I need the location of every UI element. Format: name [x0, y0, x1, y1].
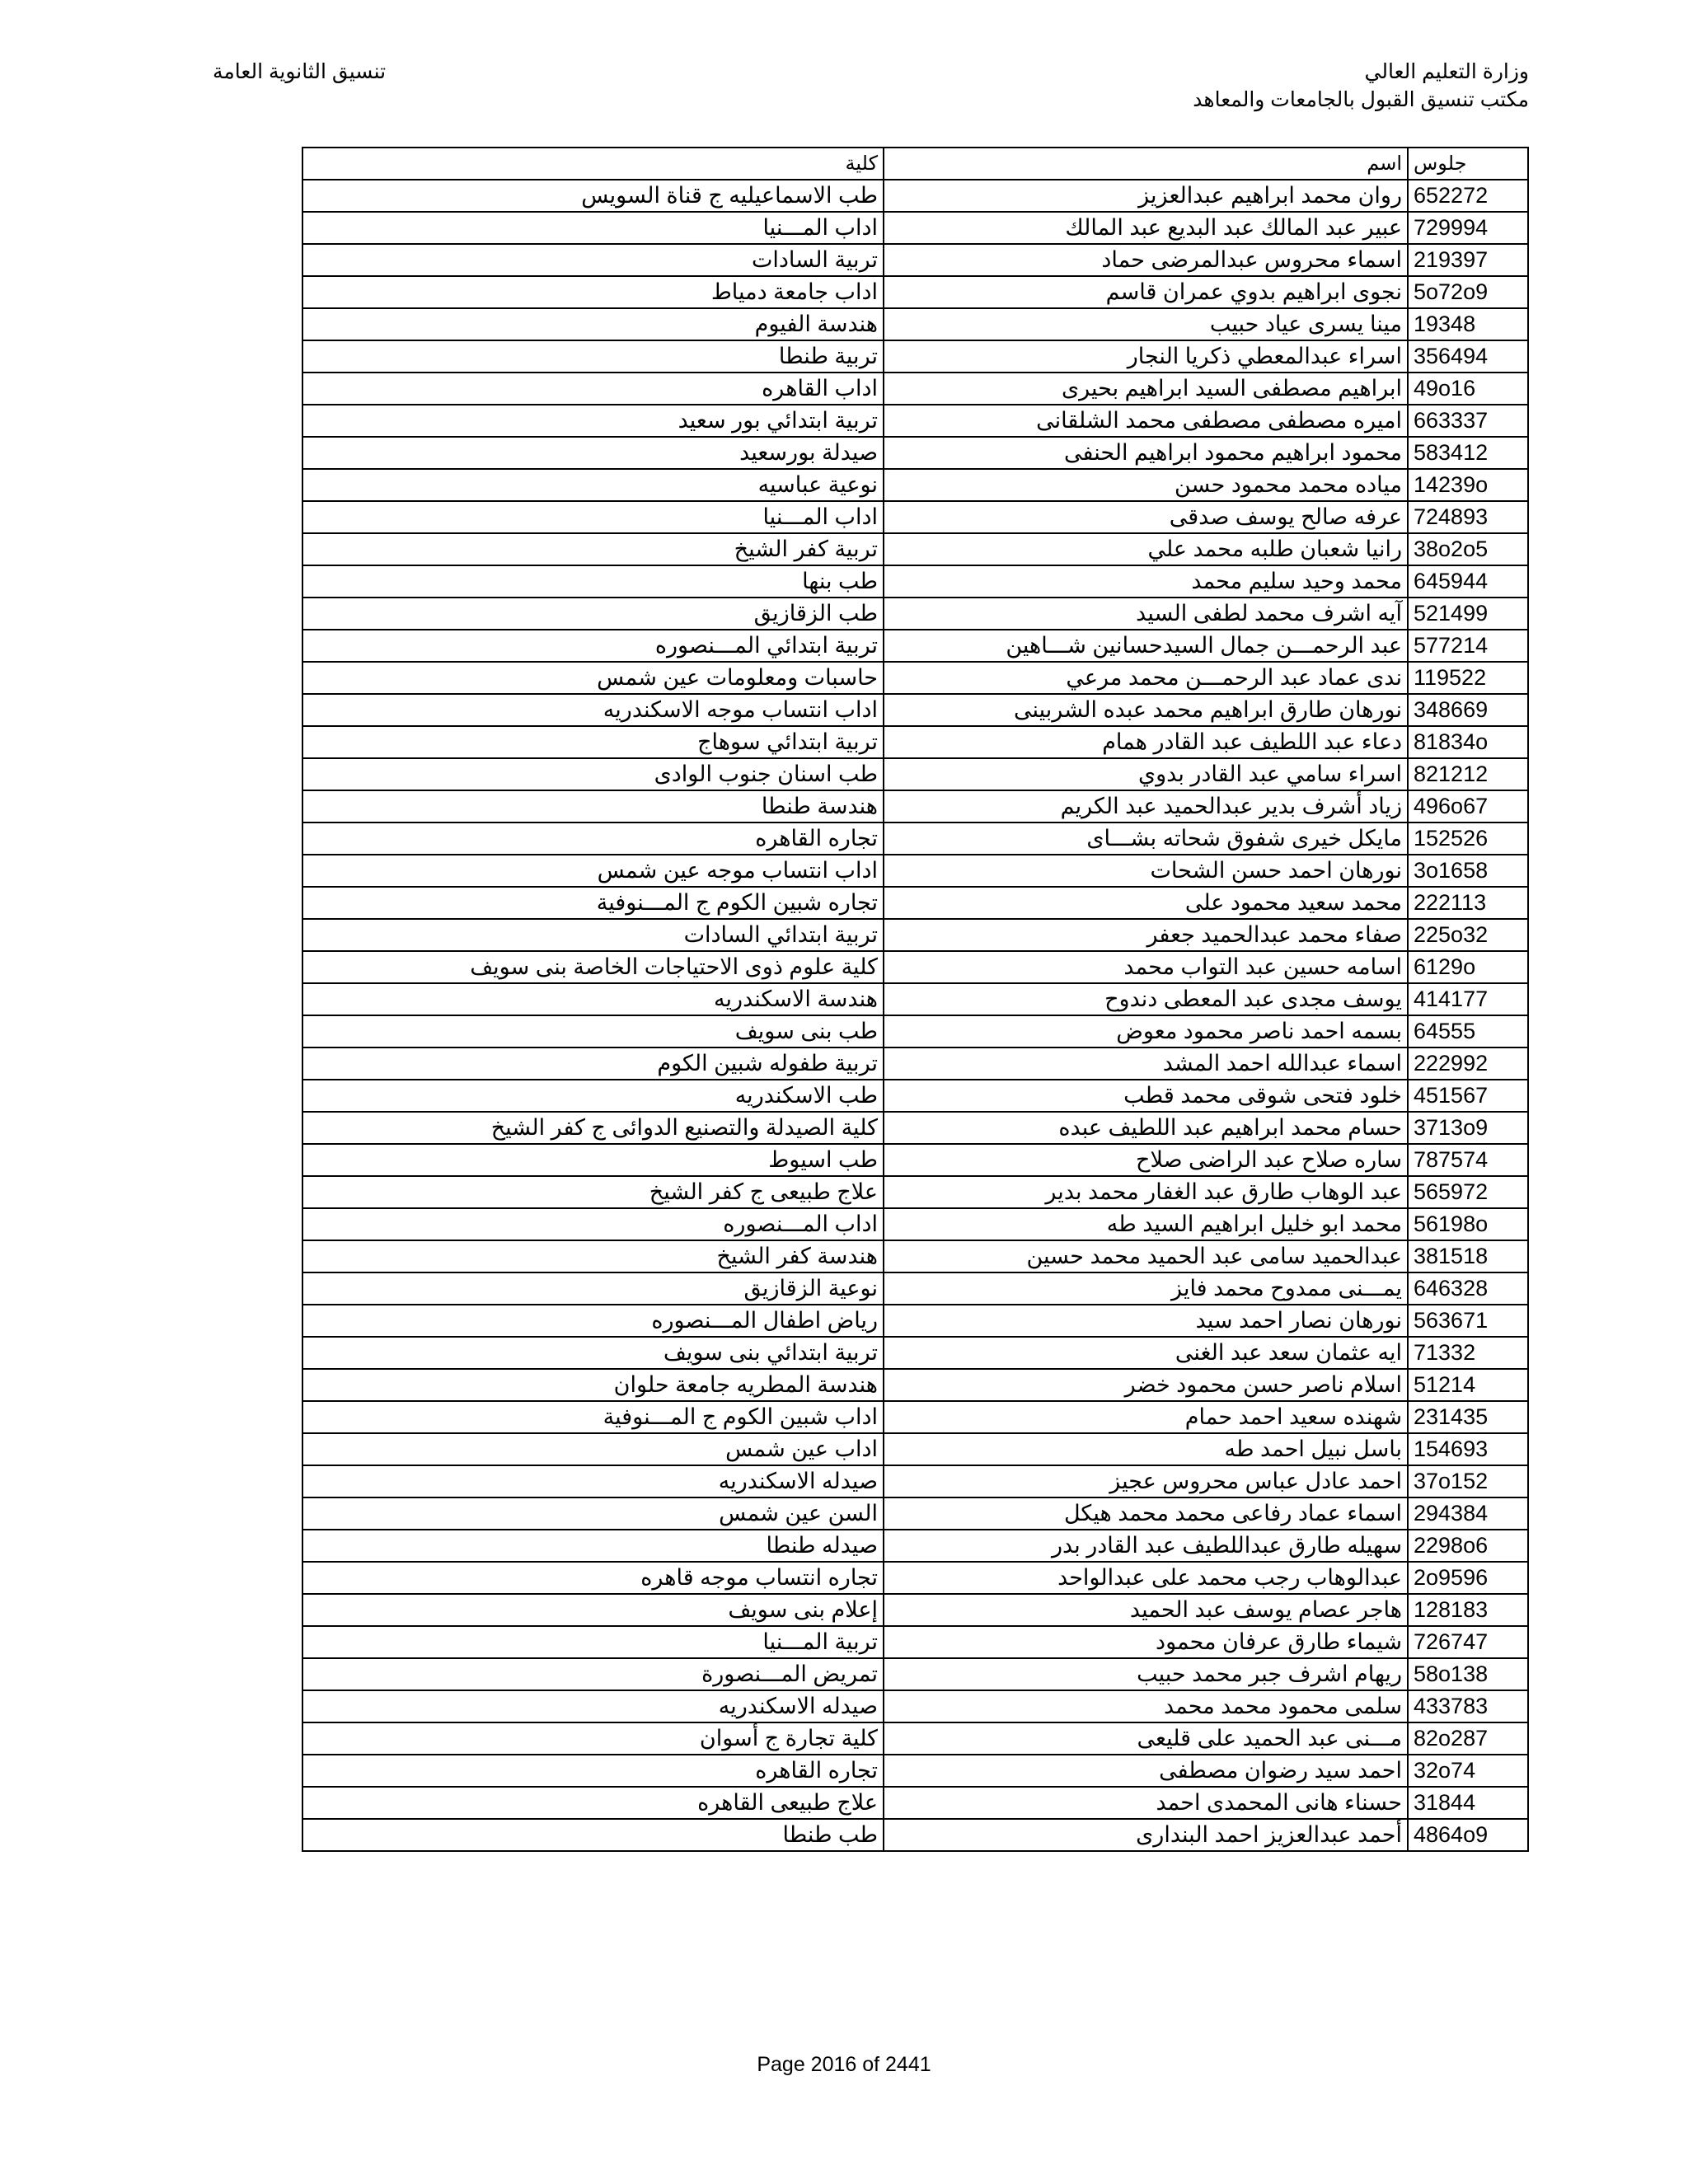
ministry-title: وزارة التعليم العالي — [1364, 60, 1529, 83]
header-name: اسم — [884, 148, 1408, 180]
seat-number-cell: 219397 — [1408, 244, 1528, 276]
table-row — [302, 212, 1528, 244]
seat-number-cell: 38o2o5 — [1408, 533, 1528, 565]
seat-number-cell: 64555 — [1408, 1015, 1528, 1047]
seat-number-cell: 51214 — [1408, 1369, 1528, 1401]
faculty-cell: طب بنى سويف — [302, 1015, 884, 1047]
table-header-row — [302, 148, 1528, 180]
seat-number-cell: 19348 — [1408, 308, 1528, 340]
faculty-cell: هندسة طنطا — [302, 790, 884, 823]
seat-number-cell: 6129o — [1408, 951, 1528, 983]
seat-number-cell: 231435 — [1408, 1401, 1528, 1433]
table-row — [302, 1530, 1528, 1562]
student-name-cell: اسراء عبدالمعطي ذكريا النجار — [884, 340, 1408, 373]
seat-number-cell: 32o74 — [1408, 1755, 1528, 1787]
faculty-cell: تجاره انتساب موجه قاهره — [302, 1562, 884, 1594]
table-row — [302, 276, 1528, 308]
faculty-cell: علاج طبيعى ج كفر الشيخ — [302, 1176, 884, 1208]
seat-number-cell: 49o16 — [1408, 373, 1528, 405]
table-row — [302, 565, 1528, 598]
seat-number-cell: 294384 — [1408, 1497, 1528, 1530]
table-row — [302, 1369, 1528, 1401]
student-name-cell: يمـــنى ممدوح محمد فايز — [884, 1272, 1408, 1305]
faculty-cell: طب الاسكندريه — [302, 1080, 884, 1112]
seat-number-cell: 58o138 — [1408, 1658, 1528, 1690]
seat-number-cell: 356494 — [1408, 340, 1528, 373]
faculty-cell: صيدله الاسكندريه — [302, 1465, 884, 1497]
faculty-cell: حاسبات ومعلومات عين شمس — [302, 662, 884, 694]
student-name-cell: زياد أشرف بدير عبدالحميد عبد الكريم — [884, 790, 1408, 823]
student-name-cell: باسل نبيل احمد طه — [884, 1433, 1408, 1465]
seat-number-cell: 414177 — [1408, 983, 1528, 1015]
student-name-cell: ندى عماد عبد الرحمـــن محمد مرعي — [884, 662, 1408, 694]
seat-number-cell: 3o1658 — [1408, 855, 1528, 887]
seat-number-cell: 451567 — [1408, 1080, 1528, 1112]
table-row — [302, 1112, 1528, 1144]
table-row — [302, 244, 1528, 276]
faculty-cell: تربية ابتدائي سوهاج — [302, 726, 884, 758]
faculty-cell: اداب انتساب موجه عين شمس — [302, 855, 884, 887]
faculty-cell: صيدلة بورسعيد — [302, 437, 884, 469]
table-row — [302, 1015, 1528, 1047]
student-name-cell: روان محمد ابراهيم عبدالعزيز — [884, 180, 1408, 212]
faculty-cell: طب طنطا — [302, 1819, 884, 1851]
student-name-cell: محمود ابراهيم محمود ابراهيم الحنفى — [884, 437, 1408, 469]
faculty-cell: اداب المـــنيا — [302, 501, 884, 533]
table-row — [302, 1562, 1528, 1594]
student-name-cell: احمد سيد رضوان مصطفى — [884, 1755, 1408, 1787]
student-name-cell: محمد سعيد محمود على — [884, 887, 1408, 919]
faculty-cell: هندسة كفر الشيخ — [302, 1240, 884, 1272]
student-name-cell: عبدالحميد سامى عبد الحميد محمد حسين — [884, 1240, 1408, 1272]
faculty-cell: نوعية الزقازيق — [302, 1272, 884, 1305]
faculty-cell: نوعية عباسيه — [302, 469, 884, 501]
faculty-cell: تربية طفوله شبين الكوم — [302, 1047, 884, 1080]
faculty-cell: تمريض المـــنصورة — [302, 1658, 884, 1690]
student-name-cell: عرفه صالح يوسف صدقى — [884, 501, 1408, 533]
table-row — [302, 790, 1528, 823]
seat-number-cell: 583412 — [1408, 437, 1528, 469]
seat-number-cell: 381518 — [1408, 1240, 1528, 1272]
seat-number-cell: 225o32 — [1408, 919, 1528, 951]
faculty-cell: طب اسنان جنوب الوادى — [302, 758, 884, 790]
faculty-cell: علاج طبيعى القاهره — [302, 1787, 884, 1819]
student-name-cell: اسماء عماد رفاعى محمد محمد هيكل — [884, 1497, 1408, 1530]
table-row — [302, 1594, 1528, 1626]
seat-number-cell: 222992 — [1408, 1047, 1528, 1080]
student-name-cell: بسمه احمد ناصر محمود معوض — [884, 1015, 1408, 1047]
student-name-cell: احمد عادل عباس محروس عجيز — [884, 1465, 1408, 1497]
faculty-cell: اداب المـــنصوره — [302, 1208, 884, 1240]
student-name-cell: محمد ابو خليل ابراهيم السيد طه — [884, 1208, 1408, 1240]
table-row — [302, 1658, 1528, 1690]
table-row — [302, 1080, 1528, 1112]
student-name-cell: رانيا شعبان طلبه محمد علي — [884, 533, 1408, 565]
admissions-table-body — [302, 148, 1528, 1851]
faculty-cell: إعلام بنى سويف — [302, 1594, 884, 1626]
office-title: مكتب تنسيق القبول بالجامعات والمعاهد — [1193, 88, 1529, 111]
student-name-cell: مـــنى عبد الحميد على قليعى — [884, 1722, 1408, 1755]
faculty-cell: طب الزقازيق — [302, 598, 884, 630]
student-name-cell: أحمد عبدالعزيز احمد البندارى — [884, 1819, 1408, 1851]
table-row — [302, 1787, 1528, 1819]
faculty-cell: تربية ابتدائي بور سعيد — [302, 405, 884, 437]
table-row — [302, 983, 1528, 1015]
student-name-cell: اسماء عبدالله احمد المشد — [884, 1047, 1408, 1080]
faculty-cell: اداب انتساب موجه الاسكندريه — [302, 694, 884, 726]
student-name-cell: اسراء سامي عبد القادر بدوي — [884, 758, 1408, 790]
table-row — [302, 1047, 1528, 1080]
seat-number-cell: 729994 — [1408, 212, 1528, 244]
seat-number-cell: 2298o6 — [1408, 1530, 1528, 1562]
student-name-cell: صفاء محمد عبدالحميد جعفر — [884, 919, 1408, 951]
seat-number-cell: 31844 — [1408, 1787, 1528, 1819]
student-name-cell: اسماء محروس عبدالمرضى حماد — [884, 244, 1408, 276]
faculty-cell: اداب شبين الكوم ج المـــنوفية — [302, 1401, 884, 1433]
seat-number-cell: 521499 — [1408, 598, 1528, 630]
student-name-cell: حسناء هانى المحمدى احمد — [884, 1787, 1408, 1819]
student-name-cell: دعاء عبد اللطيف عبد القادر همام — [884, 726, 1408, 758]
coordination-title: تنسيق الثانوية العامة — [213, 60, 387, 83]
faculty-cell: تربية ابتدائي بنى سويف — [302, 1337, 884, 1369]
seat-number-cell: 724893 — [1408, 501, 1528, 533]
table-row — [302, 405, 1528, 437]
table-row — [302, 1819, 1528, 1851]
table-row — [302, 1176, 1528, 1208]
student-name-cell: اميره مصطفى مصطفى محمد الشلقانى — [884, 405, 1408, 437]
faculty-cell: تربية المـــنيا — [302, 1626, 884, 1658]
seat-number-cell: 563671 — [1408, 1305, 1528, 1337]
table-row — [302, 1337, 1528, 1369]
faculty-cell: هندسة الاسكندريه — [302, 983, 884, 1015]
seat-number-cell: 119522 — [1408, 662, 1528, 694]
seat-number-cell: 348669 — [1408, 694, 1528, 726]
faculty-cell: تجاره القاهره — [302, 823, 884, 855]
seat-number-cell: 128183 — [1408, 1594, 1528, 1626]
student-name-cell: ابراهيم مصطفى السيد ابراهيم بحيرى — [884, 373, 1408, 405]
table-row — [302, 662, 1528, 694]
faculty-cell: تجاره شبين الكوم ج المـــنوفية — [302, 887, 884, 919]
faculty-cell: تربية السادات — [302, 244, 884, 276]
page-number: Page 2016 of 2441 — [757, 2053, 931, 2076]
student-name-cell: اسلام ناصر حسن محمود خضر — [884, 1369, 1408, 1401]
seat-number-cell: 565972 — [1408, 1176, 1528, 1208]
student-name-cell: مايكل خيرى شفوق شحاته بشـــاى — [884, 823, 1408, 855]
student-name-cell: شيماء طارق عرفان محمود — [884, 1626, 1408, 1658]
seat-number-cell: 82o287 — [1408, 1722, 1528, 1755]
student-name-cell: محمد وحيد سليم محمد — [884, 565, 1408, 598]
student-name-cell: سهيله طارق عبداللطيف عبد القادر بدر — [884, 1530, 1408, 1562]
faculty-cell: كلية تجارة ج أسوان — [302, 1722, 884, 1755]
table-row — [302, 469, 1528, 501]
faculty-cell: كلية الصيدلة والتصنيع الدوائى ج كفر الشيخ — [302, 1112, 884, 1144]
student-name-cell: نورهان طارق ابراهيم محمد عبده الشربينى — [884, 694, 1408, 726]
seat-number-cell: 56198o — [1408, 1208, 1528, 1240]
faculty-cell: تربية طنطا — [302, 340, 884, 373]
table-row — [302, 1144, 1528, 1176]
seat-number-cell: 37o152 — [1408, 1465, 1528, 1497]
header-faculty: كلية — [302, 148, 884, 180]
student-name-cell: نورهان نصار احمد سيد — [884, 1305, 1408, 1337]
faculty-cell: طب الاسماعيليه ج قناة السويس — [302, 180, 884, 212]
table-row — [302, 1240, 1528, 1272]
student-name-cell: سلمى محمود محمد محمد — [884, 1690, 1408, 1722]
faculty-cell: تربية ابتدائي المـــنصوره — [302, 630, 884, 662]
faculty-cell: اداب عين شمس — [302, 1433, 884, 1465]
faculty-cell: تجاره القاهره — [302, 1755, 884, 1787]
faculty-cell: تربية ابتدائي السادات — [302, 919, 884, 951]
table-row — [302, 1401, 1528, 1433]
faculty-cell: تربية كفر الشيخ — [302, 533, 884, 565]
seat-number-cell: 645944 — [1408, 565, 1528, 598]
admissions-table — [302, 147, 1529, 1852]
student-name-cell: ساره صلاح عبد الراضى صلاح — [884, 1144, 1408, 1176]
table-row — [302, 501, 1528, 533]
table-row — [302, 1305, 1528, 1337]
table-row — [302, 1465, 1528, 1497]
header-ministry — [1193, 58, 1529, 114]
table-row — [302, 694, 1528, 726]
student-name-cell: ريهام اشرف جبر محمد حبيب — [884, 1658, 1408, 1690]
table-row — [302, 340, 1528, 373]
seat-number-cell: 787574 — [1408, 1144, 1528, 1176]
student-name-cell: خلود فتحى شوقى محمد قطب — [884, 1080, 1408, 1112]
student-name-cell: مينا يسرى عياد حبيب — [884, 308, 1408, 340]
faculty-cell: طب اسيوط — [302, 1144, 884, 1176]
header-seat-number: جلوس — [1408, 148, 1528, 180]
seat-number-cell: 433783 — [1408, 1690, 1528, 1722]
student-name-cell: شهنده سعيد احمد حمام — [884, 1401, 1408, 1433]
table-row — [302, 1626, 1528, 1658]
seat-number-cell: 577214 — [1408, 630, 1528, 662]
student-name-cell: حسام محمد ابراهيم عبد اللطيف عبده — [884, 1112, 1408, 1144]
student-name-cell: اسامه حسين عبد التواب محمد — [884, 951, 1408, 983]
faculty-cell: اداب القاهره — [302, 373, 884, 405]
seat-number-cell: 496o67 — [1408, 790, 1528, 823]
table-row — [302, 951, 1528, 983]
table-row — [302, 1208, 1528, 1240]
seat-number-cell: 14239o — [1408, 469, 1528, 501]
student-name-cell: نورهان احمد حسن الشحات — [884, 855, 1408, 887]
seat-number-cell: 652272 — [1408, 180, 1528, 212]
table-row — [302, 1722, 1528, 1755]
table-row — [302, 823, 1528, 855]
faculty-cell: هندسة الفيوم — [302, 308, 884, 340]
faculty-cell: اداب جامعة دمياط — [302, 276, 884, 308]
table-row — [302, 437, 1528, 469]
seat-number-cell: 81834o — [1408, 726, 1528, 758]
seat-number-cell: 646328 — [1408, 1272, 1528, 1305]
student-name-cell: عبد الوهاب طارق عبد الغفار محمد بدير — [884, 1176, 1408, 1208]
faculty-cell: اداب المـــنيا — [302, 212, 884, 244]
table-row — [302, 758, 1528, 790]
seat-number-cell: 821212 — [1408, 758, 1528, 790]
seat-number-cell: 5o72o9 — [1408, 276, 1528, 308]
table-row — [302, 308, 1528, 340]
seat-number-cell: 4864o9 — [1408, 1819, 1528, 1851]
student-name-cell: ايه عثمان سعد عبد الغنى — [884, 1337, 1408, 1369]
table-row — [302, 598, 1528, 630]
seat-number-cell: 2o9596 — [1408, 1562, 1528, 1594]
table-row — [302, 887, 1528, 919]
table-row — [302, 1497, 1528, 1530]
table-row — [302, 1690, 1528, 1722]
student-name-cell: عبدالوهاب رجب محمد على عبدالواحد — [884, 1562, 1408, 1594]
faculty-cell: صيدله طنطا — [302, 1530, 884, 1562]
table-row — [302, 373, 1528, 405]
table-row — [302, 533, 1528, 565]
student-name-cell: يوسف مجدى عبد المعطى دندوح — [884, 983, 1408, 1015]
faculty-cell: صيدله الاسكندريه — [302, 1690, 884, 1722]
seat-number-cell: 222113 — [1408, 887, 1528, 919]
table-row — [302, 919, 1528, 951]
seat-number-cell: 663337 — [1408, 405, 1528, 437]
table-row — [302, 1433, 1528, 1465]
header-coordination — [213, 58, 386, 86]
student-name-cell: مياده محمد محمود حسن — [884, 469, 1408, 501]
table-row — [302, 1755, 1528, 1787]
faculty-cell: هندسة المطريه جامعة حلوان — [302, 1369, 884, 1401]
student-name-cell: عبير عبد المالك عبد البديع عبد المالك — [884, 212, 1408, 244]
table-row — [302, 1272, 1528, 1305]
student-name-cell: عبد الرحمـــن جمال السيدحسانين شـــاهين — [884, 630, 1408, 662]
student-name-cell: نجوى ابراهيم بدوي عمران قاسم — [884, 276, 1408, 308]
seat-number-cell: 71332 — [1408, 1337, 1528, 1369]
faculty-cell: كلية علوم ذوى الاحتياجات الخاصة بنى سويف — [302, 951, 884, 983]
seat-number-cell: 3713o9 — [1408, 1112, 1528, 1144]
faculty-cell: طب بنها — [302, 565, 884, 598]
table-row — [302, 726, 1528, 758]
table-row — [302, 180, 1528, 212]
faculty-cell: رياض اطفال المـــنصوره — [302, 1305, 884, 1337]
seat-number-cell: 152526 — [1408, 823, 1528, 855]
faculty-cell: السن عين شمس — [302, 1497, 884, 1530]
table-row — [302, 630, 1528, 662]
table-row — [302, 855, 1528, 887]
seat-number-cell: 154693 — [1408, 1433, 1528, 1465]
student-name-cell: هاجر عصام يوسف عبد الحميد — [884, 1594, 1408, 1626]
student-name-cell: آيه اشرف محمد لطفى السيد — [884, 598, 1408, 630]
seat-number-cell: 726747 — [1408, 1626, 1528, 1658]
